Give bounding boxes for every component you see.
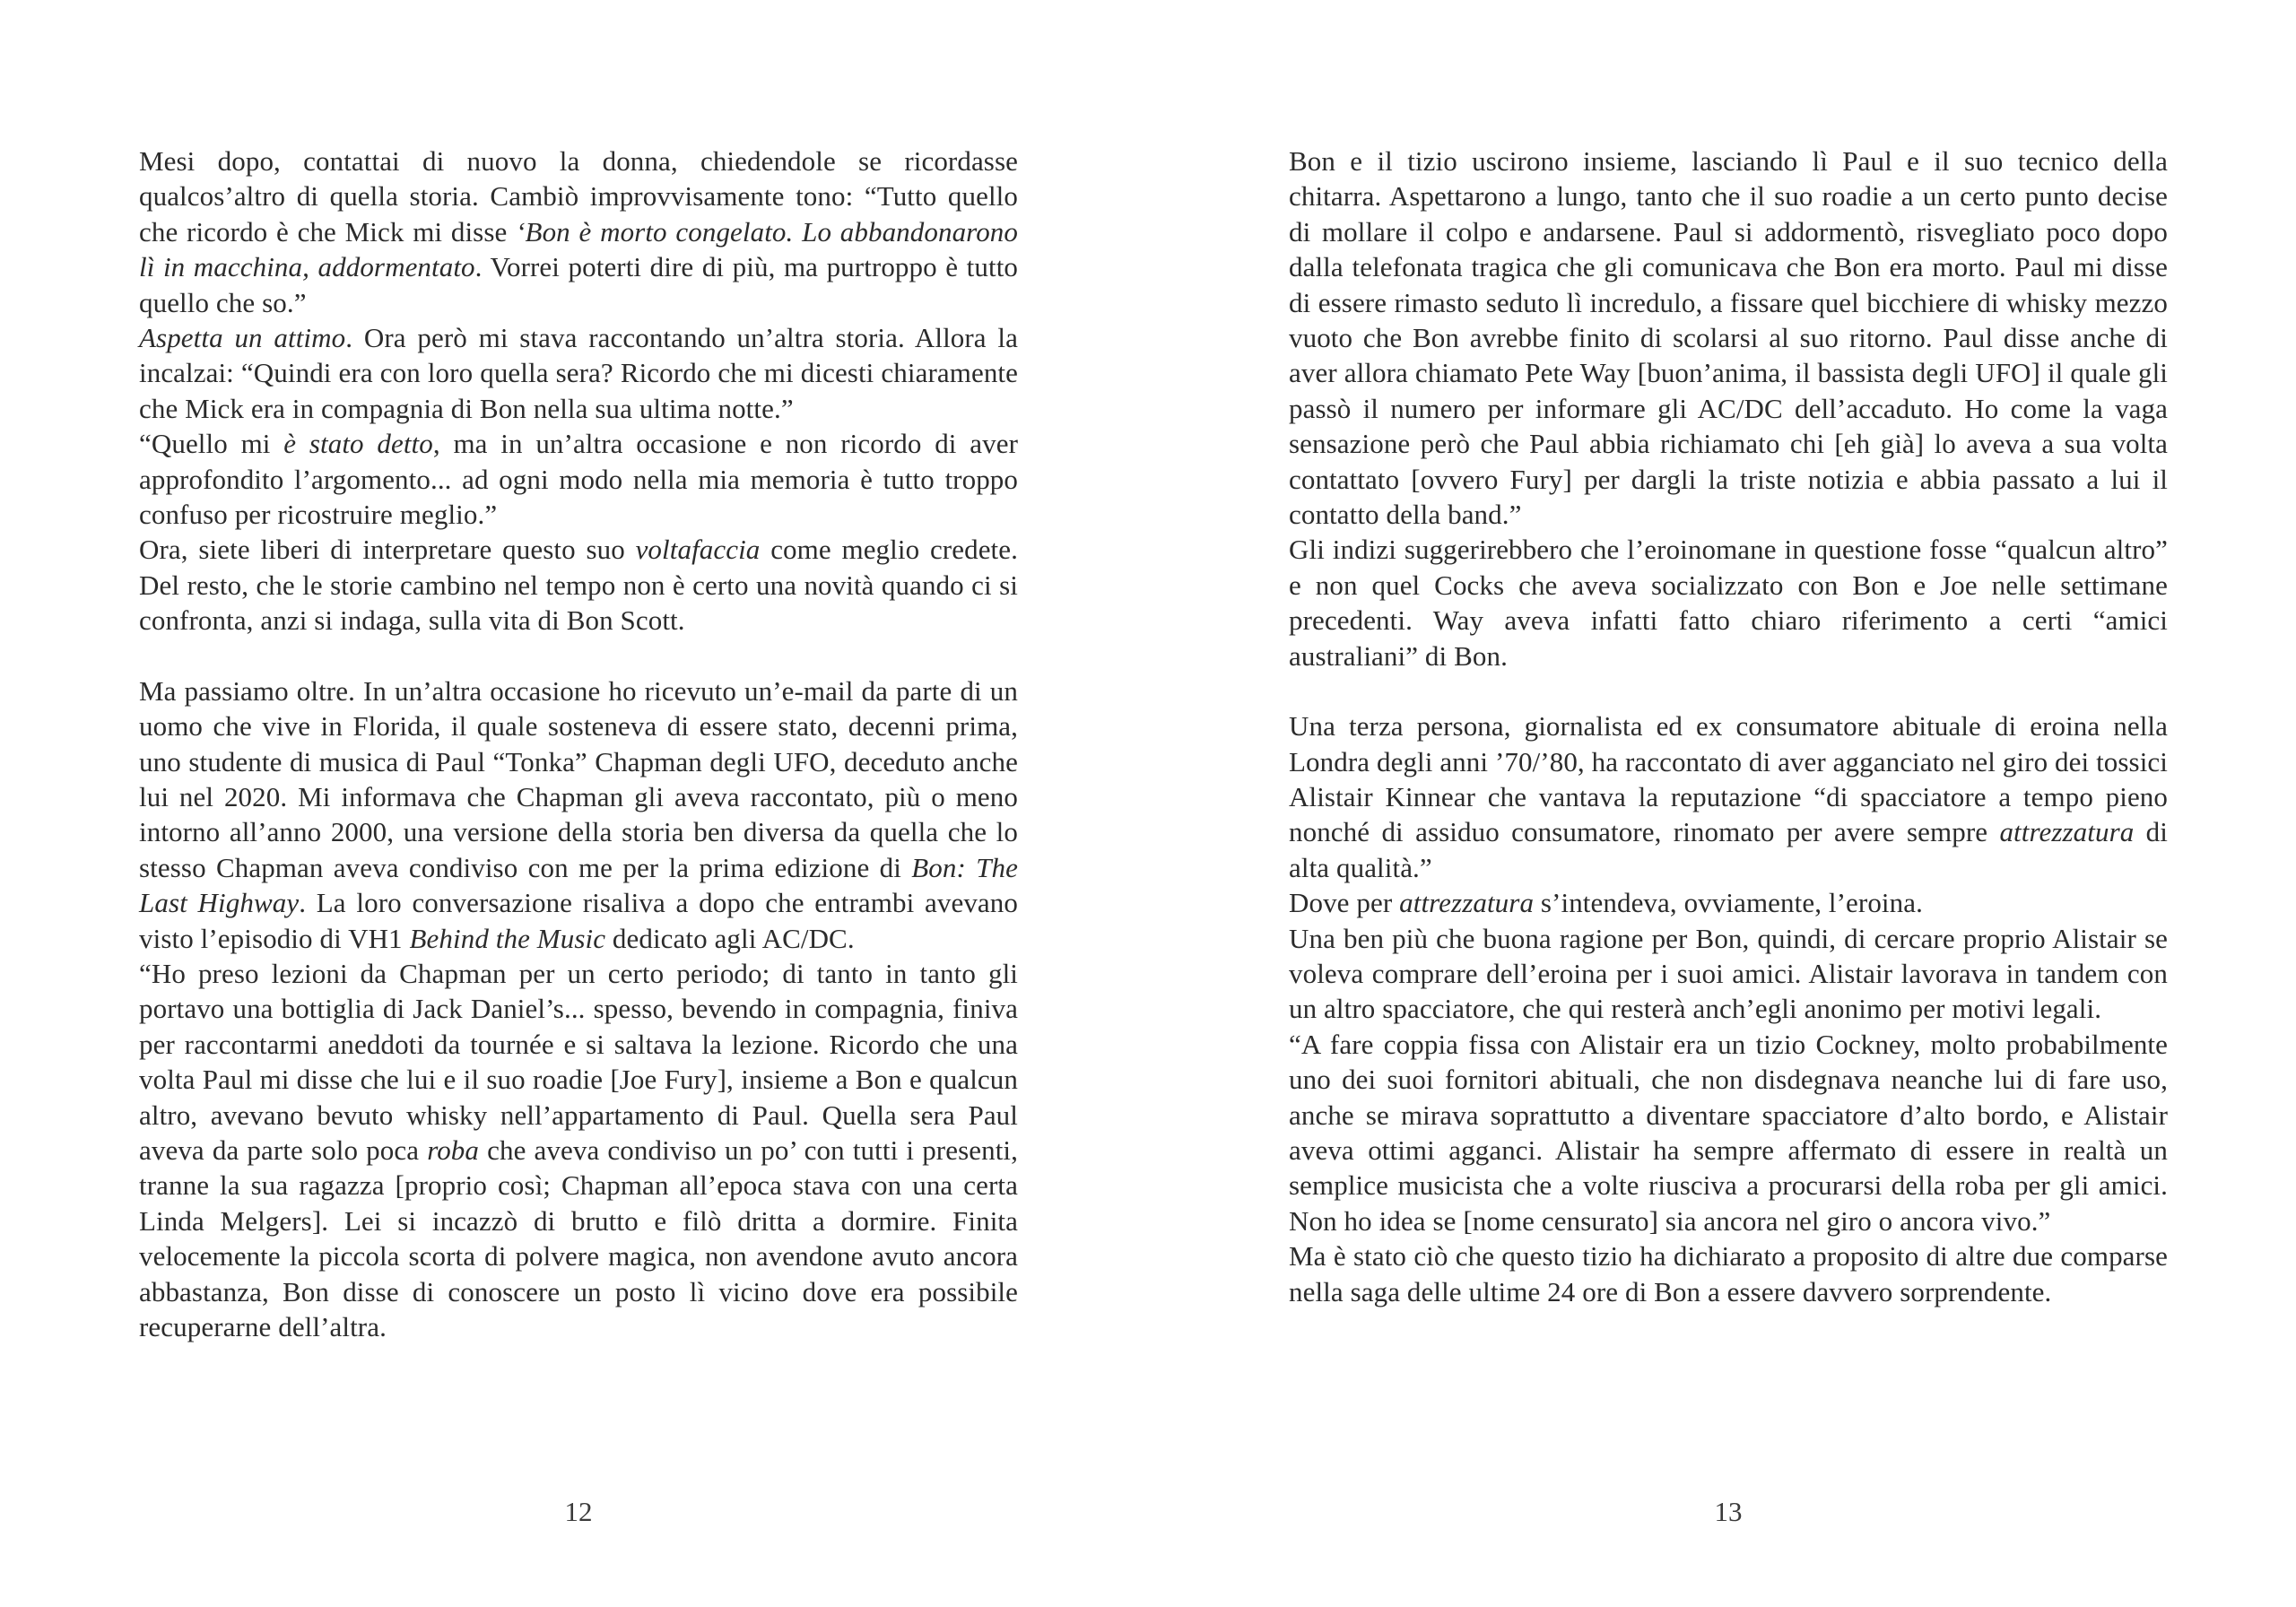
paragraph: Ma passiamo oltre. In un’altra occasione ho ricevuto un’e-mail da parte di un uomo che vive in Florida, il quale sosteneva di essere stato, decenni prima, uno studente di musica di Paul “Tonka” Chapman degli UFO, deceduto anche lui nel 2020. Mi informava che Chapman gli aveva raccontato, più o meno intorno all’anno 2000, una versione della storia ben diversa da quella che lo stesso Chapman aveva condiviso con me per la prima edizione di Bon: The Last Highway. La loro conversazione risaliva a dopo che entrambi avevano visto l’episodio di VH1 Behind the Music dedicato agli AC/DC. [139,674,1018,954]
paragraph: Mesi dopo, contattai di nuovo la donna, chiedendole se ricordasse qualcos’altro di quella storia. Cambiò improvvisamente tono: “Tutto quello che ricordo è che Mick mi disse ‘Bon è morto congelato. Lo abbandonarono lì in macchina, addormentato. Vorrei poterti dire di più, ma purtroppo è tutto quello che so.” [139,145,1019,318]
paragraph-gap [139,638,1018,673]
italic-run: Behind the Music [409,922,606,954]
paragraph: Ora, siete liberi di interpretare questo suo voltafaccia come meglio credete. Del resto, che le storie cambino nel tempo non è certo una novità quando ci si confronta, anzi si indaga, sulla vita di Bon Scott. [139,534,1018,637]
paragraph: Aspetta un attimo. Ora però mi stava raccontando un’altra storia. Allora la incalzai: “Quindi era con loro quella sera? Ricordo che mi dicesti chiaramente che Mick era in compagnia di Bon nella sua ultima notte.” [139,322,1018,424]
paragraph: “A fare coppia fissa con Alistair era un tizio Cockney, molto probabilmente uno dei suoi fornitori abituali, che non disdegnava neanche lui di fare uso, anche se mirava soprattutto a diventare spacciatore d’alto bordo, e Alistair aveva ottimi agganci. Alistair ha sempre affermato di essere in realtà un semplice musicista che a volte riusciva a procurarsi della roba per gli amici. Non ho idea se [nome censurato] sia ancora nel giro o ancora vivo.” [1289,1028,2168,1237]
italic-run: voltafaccia [635,534,761,566]
italic-run: ‘Bon è morto congelato. Lo abbandonarono lì in macchina, addormentato [139,215,1018,283]
italic-run: attrezzatura [1399,887,1535,919]
italic-run: attrezzatura [1999,816,2135,848]
paragraph: Dove per attrezzatura s’intendeva, ovviamente, l’eroina. [1289,887,1923,919]
italic-run: Bon: The Last Highway [139,851,1018,919]
paragraph: Una terza persona, giornalista ed ex consumatore abituale di eroina nella Londra degli anni ’70/’80, ha raccontato di aver agganciato nel giro dei tossici Alistair Kinnear che vantava la reputazione “di spacciatore a tempo pieno nonché di assiduo consumatore, rinomato per avere sempre attrezzatura di alta qualità.” [1289,710,2168,883]
left-page-text [139,143,1018,1344]
paragraph: Gli indizi suggerirebbero che l’eroinomane in questione fosse “qualcun altro” e non quel Cocks che aveva socializzato con Bon e Joe nelle settimane precedenti. Way aveva infatti fatto chiaro riferimento a certi “amici australiani” di Bon. [1289,534,2168,672]
page-number: 12 [564,1496,593,1527]
paragraph: “Ho preso lezioni da Chapman per un certo periodo; di tanto in tanto gli portavo una bottiglia di Jack Daniel’s... spesso, bevendo in compagnia, finiva per raccontarmi aneddoti da tournée e si saltava la lezione. Ricordo che una volta Paul mi disse che lui e il suo roadie [Joe Fury], insieme a Bon e qualcun altro, avevano bevuto whisky nell’appartamento di Paul. Quella sera Paul aveva da parte solo poca roba che aveva condiviso un po’ con tutti i presenti, tranne la sua ragazza [proprio così; Chapman all’epoca stava con una certa Linda Melgers]. Lei si incazzò di brutto e filò dritta a dormire. Finita velocemente la piccola scorta di polvere magica, non avendone avuto ancora abbastanza, Bon disse di conoscere un posto lì vicino dove era possibile recuperarne dell’altra. [139,957,1018,1342]
right-page [1148,0,2296,1607]
paragraph-gap [1289,673,2168,708]
page-number: 13 [1714,1496,1743,1527]
italic-run: è stato detto [283,428,433,460]
paragraph: Una ben più che buona ragione per Bon, quindi, di cercare proprio Alistair se voleva comprare dell’eroina per i suoi amici. Alistair lavorava in tandem con un altro spacciatore, che qui resterà anch’egli anonimo per motivi legali. [1289,922,2168,1025]
paragraph: Bon e il tizio uscirono insieme, lasciando lì Paul e il suo tecnico della chitarra. Aspettarono a lungo, tanto che il suo roadie a un certo punto decise di mollare il colpo e andarsene. Paul si addormentò, risvegliato poco dopo dalla telefonata tragica che gli comunicava che Bon era morto. Paul mi disse di essere rimasto seduto lì incredulo, a fissare quel bicchiere di whisky mezzo vuoto che Bon avrebbe finito di scolarsi al suo ritorno. Paul disse anche di aver allora chiamato Pete Way [buon’anima, il bassista degli UFO] il quale gli passò il numero per informare gli AC/DC dell’accaduto. Ho come la vaga sensazione però che Paul abbia richiamato chi [eh già] lo aveva a sua volta contattato [ovvero Fury] per dargli la triste notizia e abbia passato a lui il contatto della band.” [1289,145,2168,531]
italic-run: roba [427,1134,480,1166]
paragraph: “Quello mi è stato detto, ma in un’altra occasione e non ricordo di aver approfondito l’argomento... ad ogni modo nella mia memoria è tutto troppo confuso per ricostruire meglio.” [139,428,1019,531]
paragraph: Ma è stato ciò che questo tizio ha dichiarato a proposito di altre due comparse nella saga delle ultime 24 ore di Bon a essere davvero sorprendente. [1289,1240,2168,1307]
right-page-text [1289,143,2168,1309]
italic-run: Aspetta un attimo [139,322,346,354]
